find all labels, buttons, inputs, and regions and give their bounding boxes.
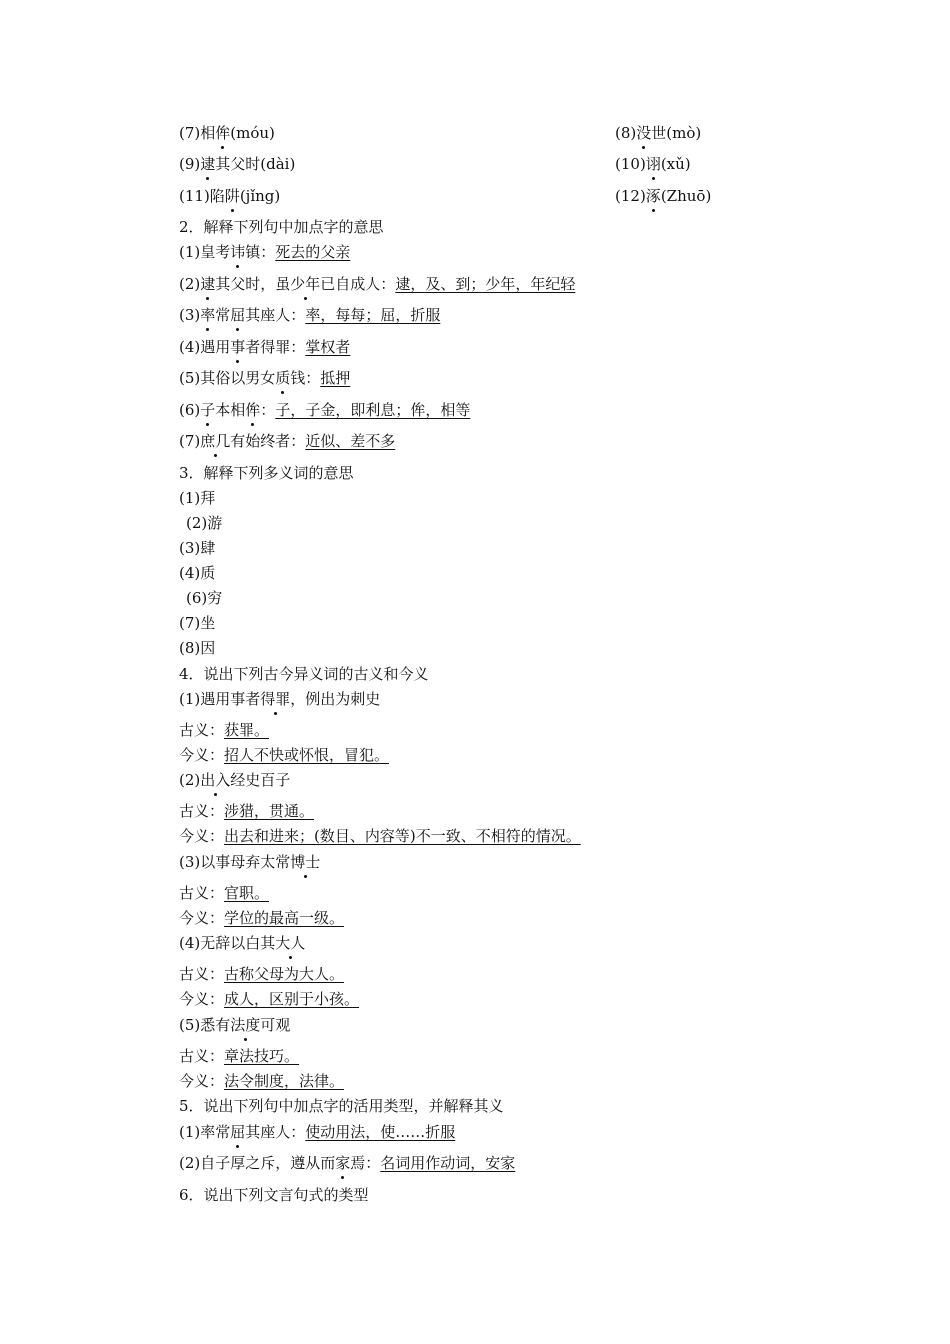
answer: 使动用法，使……折服 xyxy=(305,1123,456,1141)
s4-gu-2: 古义：涉猎，贯通。 xyxy=(179,802,315,820)
s2-item-3: (3)率常屈其座人：率，每每；屈，折服 xyxy=(179,306,441,324)
answer: 掌权者 xyxy=(305,338,351,356)
answer: 死去的父亲 xyxy=(275,243,351,261)
pinyin-item-10: (10)诩(xǔ) xyxy=(615,155,691,173)
s5-item-2: (2)自子厚之斥，遵从而家焉：名词用作动词，安家 xyxy=(179,1154,516,1172)
answer: 子，子金，即利息；侔，相等 xyxy=(275,401,471,419)
section-5-heading: 5．说出下列句中加点字的活用类型，并解释其义 xyxy=(179,1097,504,1115)
s2-item-1: (1)皇考讳镇：死去的父亲 xyxy=(179,243,351,261)
pinyin-item-7: (7)相侔(móu) xyxy=(179,124,275,142)
s4-item-5: (5)悉有法度可观 xyxy=(179,1016,291,1034)
s4-item-3: (3)以事母弃太常博士 xyxy=(179,853,321,871)
section-3-heading: 3．解释下列多义词的意思 xyxy=(179,464,354,482)
s5-item-1: (1)率常屈其座人：使动用法，使……折服 xyxy=(179,1123,456,1141)
s3-item: (7)坐 xyxy=(179,614,216,632)
s4-item-4: (4)无辞以白其大人 xyxy=(179,934,306,952)
pinyin-item-9: (9)逮其父时(dài) xyxy=(179,155,296,173)
answer: 近似、差不多 xyxy=(305,432,396,450)
s4-gu-3: 古义：官职。 xyxy=(179,884,270,902)
s3-item: (2)游 xyxy=(186,514,223,532)
s2-item-6: (6)子本相侔：子，子金，即利息；侔，相等 xyxy=(179,401,471,419)
s4-item-1: (1)遇用事者得罪，例出为刺史 xyxy=(179,690,381,708)
s2-item-7: (7)庶几有始终者：近似、差不多 xyxy=(179,432,396,450)
s4-gu-5: 古义：章法技巧。 xyxy=(179,1047,300,1065)
answer: 抵押 xyxy=(320,369,351,387)
answer: 逮，及、到；少年，年纪轻 xyxy=(395,275,576,293)
answer: 率，每每；屈，折服 xyxy=(305,306,441,324)
section-2-heading: 2．解释下列句中加点字的意思 xyxy=(179,218,384,236)
s4-item-2: (2)出入经史百子 xyxy=(179,771,291,789)
s4-gu-4: 古义：古称父母为大人。 xyxy=(179,965,345,983)
pinyin-item-8: (8)没世(mò) xyxy=(615,124,702,142)
answer: 名词用作动词，安家 xyxy=(380,1154,516,1172)
s4-jin-4: 今义：成人，区别于小孩。 xyxy=(179,990,360,1008)
s3-item: (1)拜 xyxy=(179,489,216,507)
section-4-heading: 4．说出下列古今异义词的古义和今义 xyxy=(179,665,429,683)
s4-gu-1: 古义：获罪。 xyxy=(179,721,270,739)
s4-jin-5: 今义：法令制度，法律。 xyxy=(179,1072,345,1090)
s4-jin-2: 今义：出去和进来；(数目、内容等)不一致、不相符的情况。 xyxy=(179,827,581,845)
s3-item: (3)肆 xyxy=(179,539,216,557)
s3-item: (6)穷 xyxy=(186,589,223,607)
s2-item-5: (5)其俗以男女质钱：抵押 xyxy=(179,369,351,387)
section-6-heading: 6．说出下列文言句式的类型 xyxy=(179,1186,369,1204)
s4-jin-1: 今义：招人不快或怀恨，冒犯。 xyxy=(179,746,390,764)
s4-jin-3: 今义：学位的最高一级。 xyxy=(179,909,345,927)
s2-item-2: (2)逮其父时，虽少年已自成人：逮，及、到；少年，年纪轻 xyxy=(179,275,576,293)
s2-item-4: (4)遇用事者得罪：掌权者 xyxy=(179,338,351,356)
pinyin-item-11: (11)陷阱(jǐng) xyxy=(179,187,281,205)
s3-item: (4)质 xyxy=(179,564,216,582)
pinyin-item-12: (12)涿(Zhuō) xyxy=(615,187,712,205)
s3-item: (8)因 xyxy=(179,639,216,657)
